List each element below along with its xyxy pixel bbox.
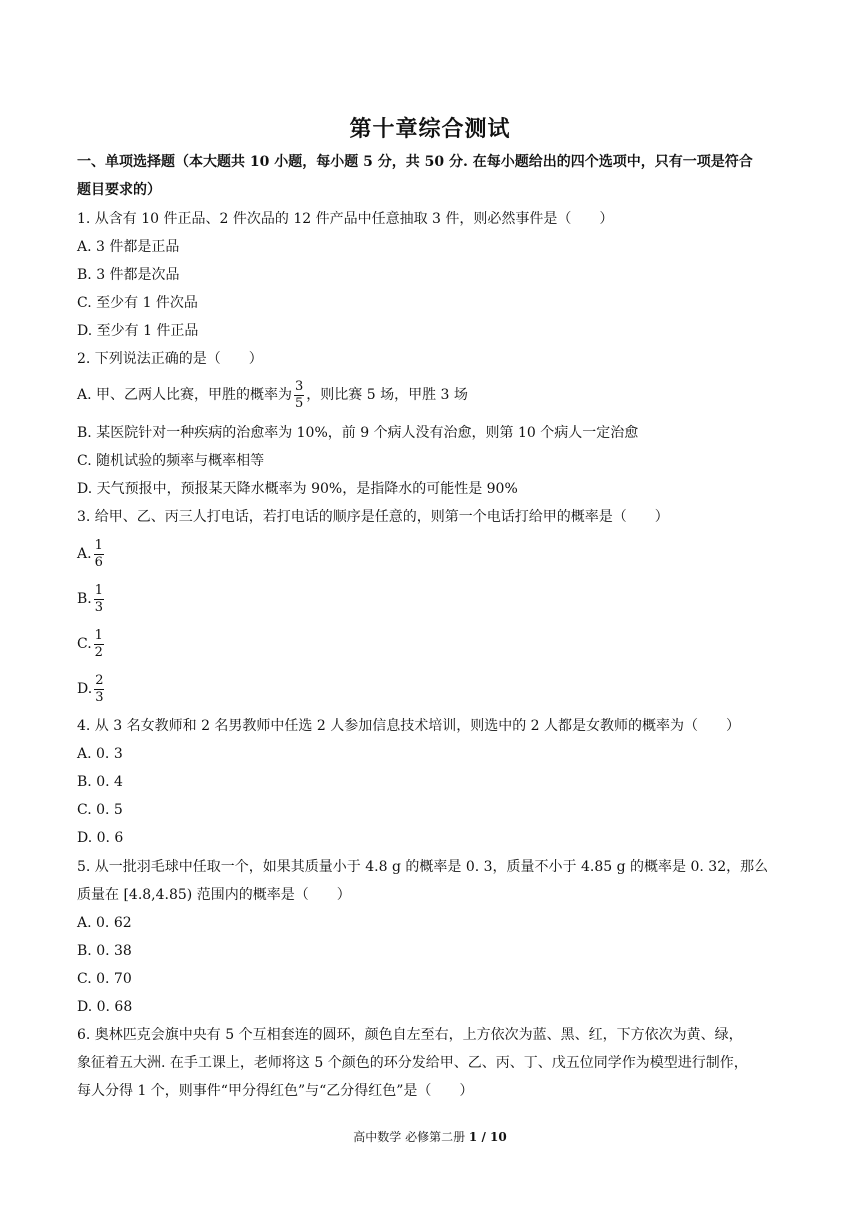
question-3-option-b (77, 581, 787, 617)
section-heading-line1: 一、单项选择题（本大题共 10 小题，每小题 5 分，共 50 分. 在每小题给出的四个选项中，只有一项是符合 (77, 154, 753, 170)
question-6-stem-line2: 象征着五大洲. 在手工课上，老师将这 5 个颜色的环分发给甲、乙、丙、丁、戊五位同学作为模型进行制作， (77, 1055, 748, 1071)
option-letter: D. (77, 681, 93, 697)
question-4-option-d: D. 0. 6 (77, 830, 124, 846)
fraction-numerator: 1 (94, 582, 104, 598)
question-3-option-c (77, 626, 787, 662)
fraction-denominator: 2 (94, 644, 103, 660)
question-6-stem-line3: 每人分得 1 个，则事件“甲分得红色”与“乙分得红色”是（ ） (77, 1083, 474, 1099)
page-footer (0, 1128, 860, 1145)
fraction (94, 538, 104, 571)
fraction-denominator: 3 (95, 689, 104, 705)
question-4-option-b: B. 0. 4 (77, 774, 123, 790)
question-3-option-d (77, 671, 787, 707)
question-1-option-d: D. 至少有 1 件正品 (77, 323, 199, 339)
fraction (94, 583, 104, 616)
option-letter: B. (77, 591, 92, 607)
option-a-text-before: A. 甲、乙两人比赛，甲胜的概率为 (77, 387, 293, 403)
page-number: 1 / 10 (468, 1130, 507, 1144)
question-1-option-c: C. 至少有 1 件次品 (77, 295, 198, 311)
question-4-option-c: C. 0. 5 (77, 802, 123, 818)
fraction-numerator: 1 (94, 627, 103, 643)
footer-text: 高中数学 必修第二册 (353, 1130, 466, 1144)
question-5-option-d: D. 0. 68 (77, 999, 133, 1015)
question-6-stem-line1: 6. 奥林匹克会旗中央有 5 个互相套连的圆环，颜色自左至右，上方依次为蓝、黑、红，下方依次为黄、绿， (77, 1027, 743, 1043)
question-3-option-a (77, 536, 787, 572)
fraction-denominator: 3 (94, 599, 104, 615)
fraction-numerator: 3 (295, 378, 304, 394)
fraction-numerator: 2 (95, 672, 104, 688)
question-2-option-d: D. 天气预报中，预报某天降水概率为 90%，是指降水的可能性是 90% (77, 481, 518, 497)
question-5-stem-line1: 5. 从一批羽毛球中任取一个，如果其质量小于 4.8 g 的概率是 0. 3，质量不小于 4.85 g 的概率是 0. 32，那么 (77, 859, 769, 875)
option-letter: C. (77, 636, 92, 652)
question-1-option-a: A. 3 件都是正品 (77, 239, 180, 255)
section-heading-line2: 题目要求的） (77, 182, 161, 198)
fraction-denominator: 6 (94, 554, 103, 570)
question-1-stem: 1. 从含有 10 件正品、2 件次品的 12 件产品中任意抽取 3 件，则必然事件是（ ） (77, 211, 614, 227)
fraction (94, 628, 104, 661)
question-4-option-a: A. 0. 3 (77, 746, 123, 762)
fraction-denominator: 5 (295, 395, 304, 411)
fraction (94, 673, 104, 706)
option-a-text-after: ，则比赛 5 场，甲胜 3 场 (306, 387, 468, 403)
question-5-stem-line2: 质量在 [4.8,4.85) 范围内的概率是（ ） (77, 887, 351, 903)
fraction (294, 379, 304, 412)
question-5-option-b: B. 0. 38 (77, 943, 132, 959)
question-2-option-b: B. 某医院针对一种疾病的治愈率为 10%，前 9 个病人没有治愈，则第 10 个病人一定治愈 (77, 425, 639, 441)
option-letter: A. (77, 546, 92, 562)
page-title: 第十章综合测试 (349, 116, 511, 142)
question-3-stem: 3. 给甲、乙、丙三人打电话，若打电话的顺序是任意的，则第一个电话打给甲的概率是（ ） (77, 509, 669, 525)
question-2-stem: 2. 下列说法正确的是（ ） (77, 351, 263, 367)
question-5-option-c: C. 0. 70 (77, 971, 132, 987)
question-4-stem: 4. 从 3 名女教师和 2 名男教师中任选 2 人参加信息技术培训，则选中的 2 人都是女教师的概率为（ ） (77, 718, 741, 734)
question-2-option-c: C. 随机试验的频率与概率相等 (77, 453, 265, 469)
question-2-option-a (77, 377, 787, 413)
question-1-option-b: B. 3 件都是次品 (77, 267, 180, 283)
fraction-numerator: 1 (94, 537, 103, 553)
question-5-option-a: A. 0. 62 (77, 915, 132, 931)
